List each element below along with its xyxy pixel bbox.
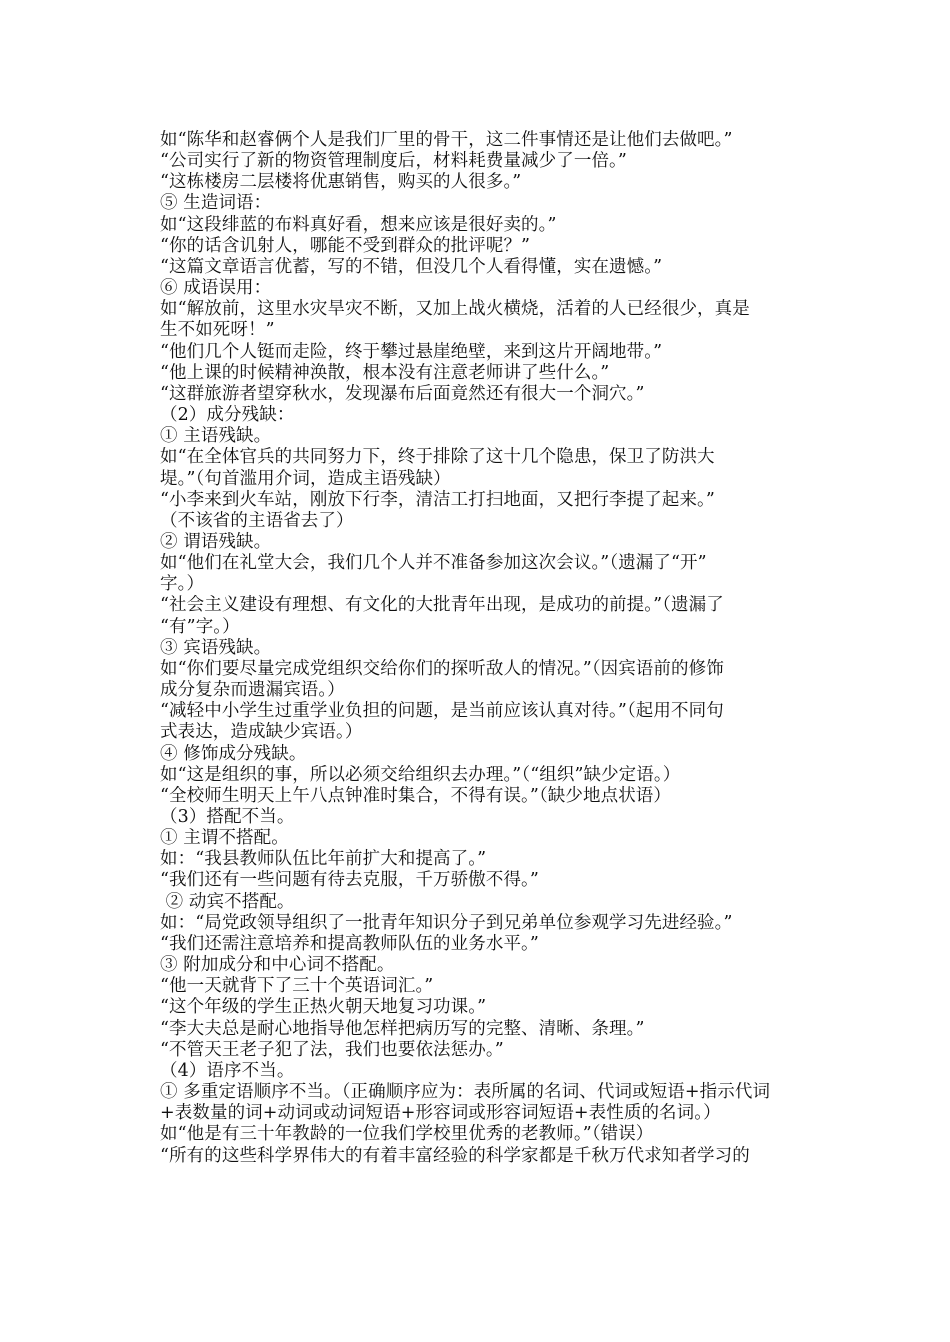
text-line: “这篇文章语言优蓄，写的不错，但没几个人看得懂，实在遗憾。” — [160, 256, 663, 277]
section-heading: ③ 附加成分和中心词不搭配。 — [160, 955, 395, 976]
text-line: “这群旅游者望穿秋水，发现瀑布后面竟然还有很大一个洞穴。” — [160, 383, 645, 404]
text-line: “所有的这些科学界伟大的有着丰富经验的科学家都是千秋万代求知者学习的 — [160, 1145, 750, 1166]
text-line: 如“陈华和赵睿俩个人是我们厂里的骨干，这二件事情还是让他们去做吧。” — [160, 130, 733, 150]
text-line: 如“这段绯蓝的布料真好看，想来应该是很好卖的。” — [160, 214, 557, 235]
section-heading: ② 谓语残缺。 — [160, 531, 272, 552]
text-line: “李大夫总是耐心地指导他怎样把病历写的完整、清晰、条理。” — [160, 1018, 645, 1039]
text-line: “他们几个人铤而走险，终于攀过悬崖绝壁，来到这片开阔地带。” — [160, 341, 663, 362]
text-line: “这栋楼房二层楼将优惠销售，购买的人很多。” — [160, 172, 522, 193]
text-line: 式表达，造成缺少宾语。） — [160, 722, 363, 743]
text-line: “我们还需注意培养和提高教师队伍的业务水平。” — [160, 933, 539, 954]
text-line: “我们还有一些问题有待去克服，千万骄傲不得。” — [160, 870, 539, 891]
text-line: 如“你们要尽量完成党组织交给你们的探听敌人的情况。”（因宾语前的修饰 — [160, 658, 724, 679]
text-line: “有”字。） — [160, 616, 240, 637]
text-line: 字。） — [160, 574, 205, 595]
document-body — [160, 130, 825, 1167]
section-heading: ① 主谓不搭配。 — [160, 828, 289, 849]
text-line: “这个年级的学生正热火朝天地复习功课。” — [160, 997, 487, 1018]
text-line: 如“他们在礼堂大会，我们几个人并不准备参加这次会议。”（遗漏了“开” — [160, 553, 707, 574]
text-line: 如“在全体官兵的共同努力下，终于排除了这十几个隐患，保卫了防洪大 — [160, 447, 715, 468]
text-line: “减轻中小学生过重学业负担的问题，是当前应该认真对待。”（起用不同句 — [160, 701, 724, 722]
text-line: 如“解放前，这里水灾旱灾不断，又加上战火横烧，活着的人已经很少，真是 — [160, 299, 750, 320]
text-line: 生不如死呀！” — [160, 320, 275, 341]
section-heading: （4）语序不当。 — [160, 1060, 295, 1081]
section-heading: ⑤ 生造词语： — [160, 193, 272, 214]
section-heading: （3）搭配不当。 — [160, 807, 295, 827]
text-line: “不管天王老子犯了法，我们也要依法惩办。” — [160, 1039, 504, 1060]
text-line: 如：“我县教师队伍比年前扩大和提高了。” — [160, 849, 487, 870]
text-line: 如“这是组织的事，所以必须交给组织去办理。”（“组织”缺少定语。） — [160, 764, 681, 785]
section-heading: （2）成分残缺： — [160, 405, 295, 426]
text-line: “公司实行了新的物资管理制度后，材料耗费量减少了一倍。” — [160, 151, 627, 172]
section-heading: ① 多重定语顺序不当。（正确顺序应为：表所属的名词、代词或短语+指示代词 — [160, 1082, 771, 1103]
text-line: “他上课的时候精神涣散，根本没有注意老师讲了些什么。” — [160, 362, 610, 383]
section-heading: ④ 修饰成分残缺。 — [160, 743, 307, 764]
text-line: 成分复杂而遗漏宾语。） — [160, 680, 345, 701]
text-line: 如：“局党政领导组织了一批青年知识分子到兄弟单位参观学习先进经验。” — [160, 912, 733, 933]
section-heading: ⑥ 成语误用： — [160, 278, 272, 299]
text-line: “小李来到火车站，刚放下行李，清洁工打扫地面，又把行李提了起来。” — [160, 489, 715, 510]
text-line: （不该省的主语省去了） — [160, 510, 354, 531]
text-line: “全校师生明天上午八点钟准时集合，不得有误。”（缺少地点状语） — [160, 785, 671, 806]
section-heading: ① 主语残缺。 — [160, 426, 272, 447]
section-heading: ② 动宾不搭配。 — [160, 891, 295, 912]
text-line: “社会主义建设有理想、有文化的大批青年出现，是成功的前提。”（遗漏了 — [160, 595, 724, 616]
text-line: +表数量的词+动词或动词短语+形容词或形容词短语+表性质的名词。） — [160, 1103, 721, 1124]
text-line: “你的话含讥射人，哪能不受到群众的批评呢？” — [160, 235, 531, 256]
text-line: 堤。”（句首滥用介词，造成主语残缺） — [160, 468, 451, 489]
section-heading: ③ 宾语残缺。 — [160, 637, 272, 658]
text-line: 如“他是有三十年教龄的一位我们学校里优秀的老教师。”（错误） — [160, 1124, 654, 1145]
text-line: “他一天就背下了三十个英语词汇。” — [160, 976, 434, 997]
